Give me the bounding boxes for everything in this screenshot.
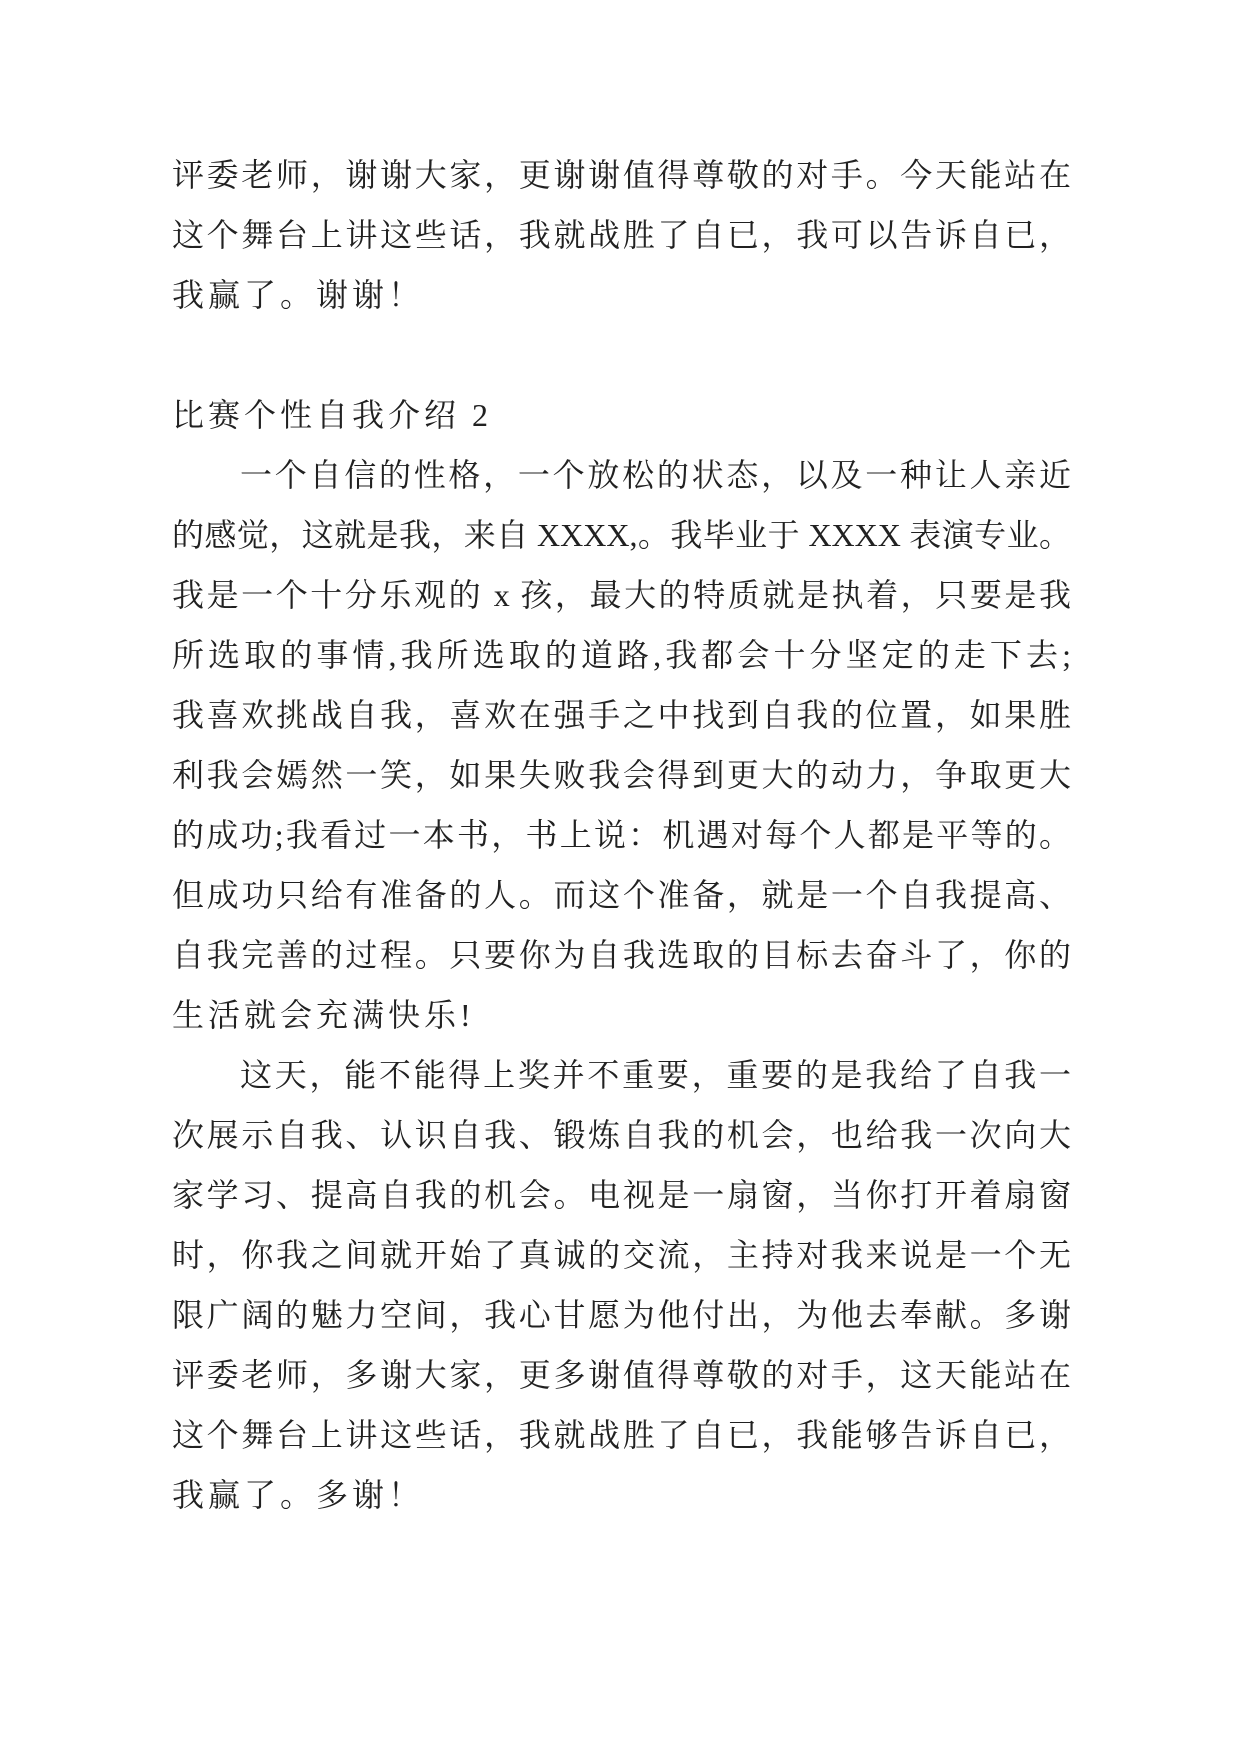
text-line: 的成功;我看过一本书，书上说：机遇对每个人都是平等的。 <box>172 817 1071 853</box>
text-line: 家学习、提高自我的机会。电视是一扇窗，当你打开着扇窗 <box>172 1177 1071 1213</box>
text-line: 我赢了。多谢！ <box>172 1477 425 1513</box>
text-line: 时，你我之间就开始了真诚的交流，主持对我来说是一个无 <box>172 1237 1071 1273</box>
text-line: 自我完善的过程。只要你为自我选取的目标去奋斗了，你的 <box>172 937 1071 973</box>
body-paragraph-1 <box>172 445 1071 1045</box>
text-line: 限广阔的魅力空间，我心甘愿为他付出，为他去奉献。多谢 <box>172 1297 1071 1333</box>
text-line: 一个自信的性格，一个放松的状态，以及一种让人亲近 <box>240 457 1071 493</box>
text-line: 我喜欢挑战自我，喜欢在强手之中找到自我的位置，如果胜 <box>172 697 1071 733</box>
text-line: 所选取的事情,我所选取的道路,我都会十分坚定的走下去; <box>172 637 1071 673</box>
text-line: 这个舞台上讲这些话，我就战胜了自已，我能够告诉自已， <box>172 1417 1071 1453</box>
text-line: 但成功只给有准备的人。而这个准备，就是一个自我提高、 <box>172 877 1071 913</box>
text-line: 评委老师，谢谢大家，更谢谢值得尊敬的对手。今天能站在 <box>172 157 1071 193</box>
text-line: 次展示自我、认识自我、锻炼自我的机会，也给我一次向大 <box>172 1117 1071 1153</box>
body-paragraph-2 <box>172 1045 1071 1525</box>
text-line: 我赢了。谢谢！ <box>172 277 425 313</box>
text-line: 的感觉，这就是我，来自 XXXX,。我毕业于 XXXX 表演专业。 <box>172 517 1071 553</box>
text-line: 这个舞台上讲这些话，我就战胜了自已，我可以告诉自已， <box>172 217 1071 253</box>
text-line: 生活就会充满快乐! <box>172 997 475 1033</box>
text-line: 我是一个十分乐观的 x 孩，最大的特质就是执着，只要是我 <box>172 577 1071 613</box>
section-heading: 比赛个性自我介绍 2 <box>172 397 493 433</box>
intro-paragraph <box>172 145 1071 325</box>
text-line: 这天，能不能得上奖并不重要，重要的是我给了自我一 <box>240 1057 1071 1093</box>
text-line: 评委老师，多谢大家，更多谢值得尊敬的对手，这天能站在 <box>172 1357 1071 1393</box>
text-line: 利我会嫣然一笑，如果失败我会得到更大的动力，争取更大 <box>172 757 1071 793</box>
